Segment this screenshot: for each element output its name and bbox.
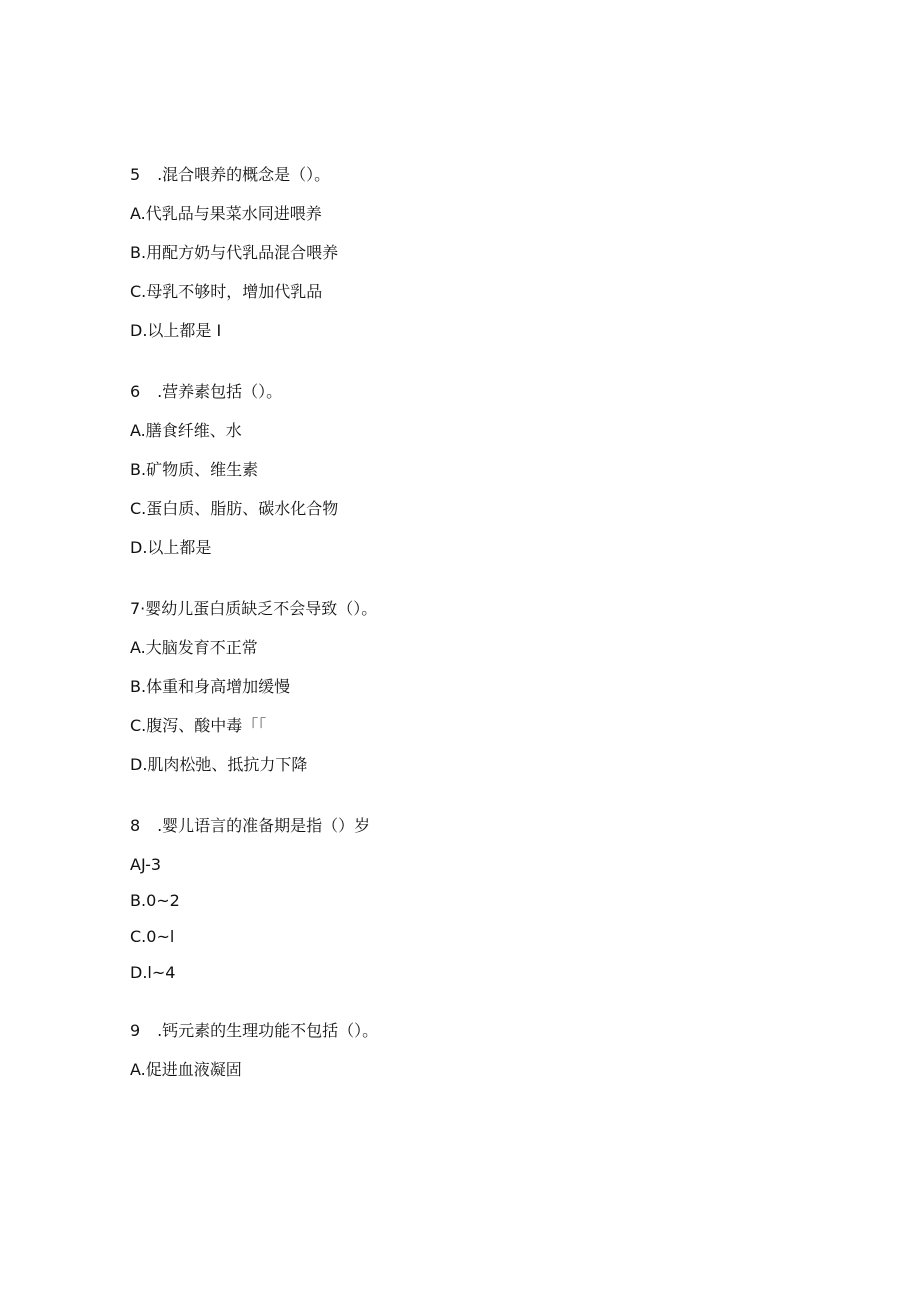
option-a: A.膳食纤维、水 [130, 421, 242, 440]
option-b: B.用配方奶与代乳品混合喂养 [130, 243, 339, 262]
option-c: C.0~l [130, 927, 175, 946]
question-7 [130, 598, 830, 776]
option-b: B.0~2 [130, 891, 180, 910]
spacer [130, 998, 830, 1020]
option-d: D.以上都是 [130, 538, 212, 557]
question-text: .钙元素的生理功能不包括（）。 [152, 1021, 379, 1040]
question-text: .混合喂养的概念是（）。 [152, 165, 331, 184]
question-text: .营养素包括（）。 [152, 382, 283, 401]
question-title [130, 164, 830, 186]
question-list [130, 164, 830, 1098]
option-d: D.l~4 [130, 963, 176, 982]
option-c: C.蛋白质、脂肪、碳水化合物 [130, 499, 339, 518]
option-a: AJ-3 [130, 855, 162, 874]
question-number: 6 [130, 382, 141, 401]
question-8 [130, 815, 830, 984]
question-6 [130, 381, 830, 559]
question-9 [130, 1020, 830, 1081]
option-c: C.腹泻、酸中毒「「 [130, 716, 267, 735]
option-a: A.大脑发育不正常 [130, 638, 258, 657]
question-number: 9 [130, 1021, 141, 1040]
option-a: A.促进血液凝固 [130, 1060, 242, 1079]
question-number: 8 [130, 816, 141, 835]
option-c: C.母乳不够时，增加代乳品 [130, 282, 323, 301]
question-text: .婴儿语言的准备期是指（）岁 [152, 816, 371, 835]
option-d: D.以上都是 I [130, 321, 222, 340]
option-a: A.代乳品与果菜水同进喂养 [130, 204, 322, 223]
question-title [130, 598, 830, 620]
option-b: B.体重和身高增加缓慢 [130, 677, 291, 696]
spacer [130, 359, 830, 381]
question-title [130, 1020, 830, 1042]
spacer [130, 576, 830, 598]
question-title [130, 815, 830, 837]
question-5 [130, 164, 830, 342]
question-title [130, 381, 830, 403]
option-d: D.肌肉松弛、抵抗力下降 [130, 755, 308, 774]
spacer [130, 793, 830, 815]
question-text: 婴幼儿蛋白质缺乏不会导致（）。 [145, 599, 378, 618]
option-b: B.矿物质、维生素 [130, 460, 259, 479]
question-number: 5 [130, 165, 141, 184]
question-number: 7· [130, 599, 146, 618]
